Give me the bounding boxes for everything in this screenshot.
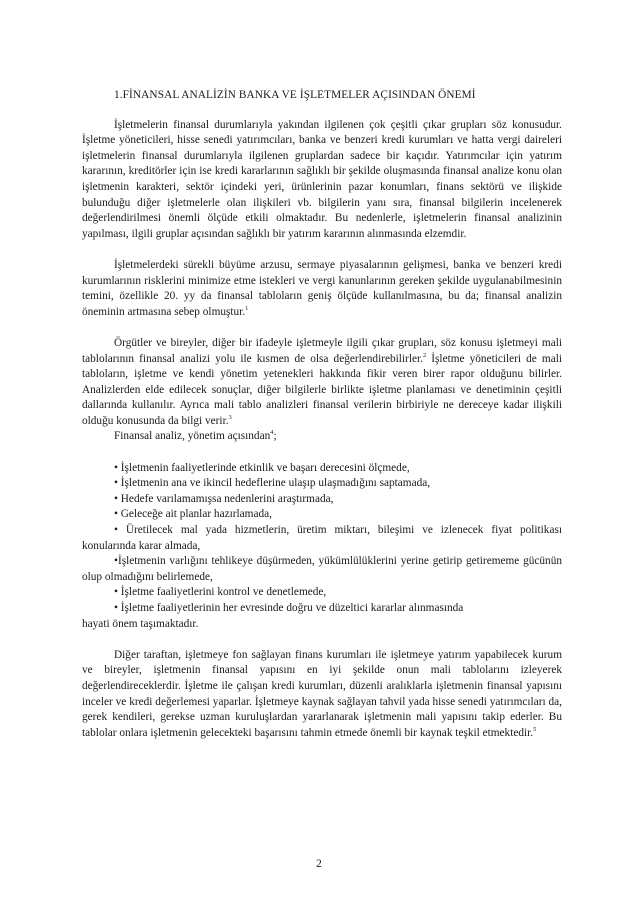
list-intro-text: Finansal analiz, yönetim açısından bbox=[114, 430, 271, 443]
page-content bbox=[82, 88, 562, 741]
paragraph-2 bbox=[82, 258, 562, 320]
list-item: • İşletme faaliyetlerinin her evresinde doğru ve düzeltici kararlar alınmasında bbox=[114, 602, 464, 614]
paragraph-3 bbox=[82, 336, 562, 430]
page-number: 2 bbox=[316, 858, 322, 870]
list-item: • İşletmenin faaliyetlerinde etkinlik ve başarı derecesini ölçmede, bbox=[114, 461, 410, 474]
footnote-ref-1[interactable]: 1 bbox=[245, 304, 249, 312]
footnote-ref-5[interactable]: 5 bbox=[533, 725, 537, 733]
list-intro-end: ; bbox=[273, 430, 277, 443]
list-intro bbox=[82, 429, 562, 445]
footnote-ref-3[interactable]: 3 bbox=[228, 413, 232, 421]
footnote-ref-2[interactable]: 2 bbox=[422, 351, 427, 359]
footnote-ref-4[interactable]: 4 bbox=[270, 429, 274, 437]
list-item: • İşletmenin ana ve ikincil hedeflerine ulaşıp ulaşmadığını saptamada, bbox=[114, 477, 431, 490]
list-item: • İşletme faaliyetlerini kontrol ve denetlemede, bbox=[114, 586, 327, 599]
list-item: • Hedefe varılamamışsa nedenlerini araştırmada, bbox=[114, 492, 334, 505]
list-closing: hayati önem taşımaktadır. bbox=[82, 617, 199, 630]
paragraph-3-text-a: Örgütler ve bireyler, diğer bir ifadeyle işletmeyle ilgili çıkar grupları, söz konusu işletmeyi mali tablolarının finansal analizi yolu ile kısmen de olsa değerlendirebilirler. bbox=[82, 336, 562, 365]
paragraph-2-text: İşletmelerdeki sürekli büyüme arzusu, sermaye piyasalarının gelişmesi, banka ve benzeri kredi kurumlarının risklerini minimize etme istekleri ve vergi kanunlarının gereken şekilde uygulanabilmesinin temini, özellikle 20. yy da finansal tabloların geniş ölçüde kullanılmasına, bu da; finansal analizin öneminin artmasına sebep olmuştur. bbox=[82, 258, 562, 318]
paragraph-1: İşletmelerin finansal durumlarıyla yakından ilgilenen çok çeşitli çıkar grupları söz konusudur. İşletme yöneticileri, hisse senedi yatırımcıları, banka ve benzeri kredi kurumları ve hatta vergi daireleri işletmelerin finansal durumlarıyla ilgilenen gruplardan sadece bir kaçıdır. Yatırımcılar için yatırım kararının, kreditörler için ise kredi kararlarının sağlıklı bir şekilde oluşmasında finansal analize konu olan işletmenin karakteri, sektör içindeki yeri, ürünlerinin pazar konumları, finans sektörü ve ilişkide bulunduğu diğer işletmelerle olan ilişkileri vb. bilgilerin yanı sıra, finansal bilgilerin incelenerek değerlendirilmesi önemli ölçüde etkili olmaktadır. Bu nedenlerle, işletmelerin finansal analizinin yapılması, ilgili gruplar açısından sağlıklı bir yatırım kararının alınmasında elzemdir. bbox=[82, 118, 562, 240]
list-item: • Geleceğe ait planlar hazırlamada, bbox=[114, 508, 272, 521]
list-item: •İşletmenin varlığını tehlikeye düşürmeden, yükümlülüklerini yerine getirip getirememe gücünün olup olmadığını belirlemede, bbox=[82, 555, 562, 583]
section-title: 1.FİNANSAL ANALİZİN BANKA VE İŞLETMELER AÇISINDAN ÖNEMİ bbox=[114, 89, 476, 101]
paragraph-4 bbox=[82, 648, 562, 742]
paragraph-3-text-b: İşletme yöneticileri de mali tabloların, işletme ve kendi yönetim yetenekleri hakkında fikir veren birer rapor olduğunu bilirler. Analizlerden elde edilecek sonuçlar, diğer bilgilerle birlikte işletme planlaması ve denetiminin çeşitli dallarında kullanılır. Ayrıca mali tablo analizleri finansal verilerin birbiriyle ne dereceye kadar ilişkili olduğu konusunda da bilgi verir. bbox=[82, 352, 562, 427]
list-item: • Üretilecek mal yada hizmetlerin, üretim miktarı, bileşimi ve izlenecek fiyat politikası konularında karar almada, bbox=[82, 524, 562, 552]
bullet-list bbox=[82, 461, 562, 617]
paragraph-4-text: Diğer taraftan, işletmeye fon sağlayan finans kurumları ile işletmeye yatırım yapabilecek kurum ve bireyler, işletmenin finansal yapısını en iyi şekilde onun mali tablolarını izleyerek değerlendireceklerdir. İşletme ile çalışan kredi kurumları, düzenli aralıklarla işletmenin finansal yapısını inceler ve kredi değerlemesi yaparlar. İşletmeye kaynak sağlayan tahvil yada hisse senedi yatırımcıları da, gerek kendileri, gerekse uzman kuruluşlardan yararlanarak işletmenin mali yapısını takip ederler. Bu tablolar onlara işletmenin gelecekteki başarısını tahmin etmede önemli bir kaynak teşkil etmektedir. bbox=[82, 648, 562, 739]
